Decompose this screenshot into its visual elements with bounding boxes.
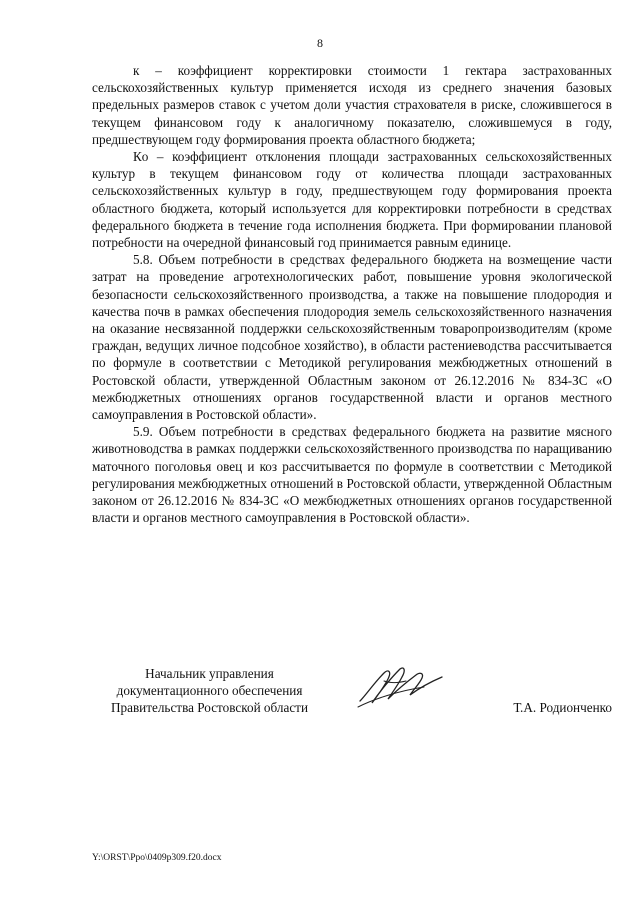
- signature-block: [92, 665, 612, 725]
- signatory-title: [92, 665, 327, 717]
- paragraph-k-coefficient: к – коэффициент корректировки стоимости 1 гектара застрахованных сельскохозяйственных культур применяется исходя из среднего значения базовых предельных размеров ставок с учетом доли участия страхователя в риске, сложившегося в текущем финансовом году к аналогичному показателю, сложившемуся в году, предшествующем году формирования проекта областного бюджета;: [92, 63, 612, 147]
- handwritten-signature: [354, 661, 446, 711]
- signatory-title-line-2: документационного обеспечения: [116, 683, 303, 699]
- document-body: [92, 62, 612, 526]
- page-number: 8: [317, 36, 323, 50]
- signatory-name: Т.А. Родионченко: [513, 700, 612, 715]
- signatory-title-line-3: Правительства Ростовской области: [110, 700, 309, 716]
- signatory-title-line-1: Начальник управления: [145, 666, 274, 681]
- file-path-footer: Y:\ORST\Ppo\0409p309.f20.docx: [92, 853, 222, 863]
- paragraph-5-9: 5.9. Объем потребности в средствах федерального бюджета на развитие мясного животноводства в рамках поддержки сельскохозяйственного производства по наращиванию маточного поголовья овец и коз рассчитывается по формуле в соответствии с Методикой регулирования межбюджетных отношений в Ростовской области, утвержденной Областным законом от 26.12.2016 № 834-ЗС «О межбюджетных отношениях органов государственной власти и органов местного самоуправления в Ростовской области».: [92, 424, 612, 526]
- paragraph-5-8: 5.8. Объем потребности в средствах федерального бюджета на возмещение части затрат на проведение агротехнологических работ, повышение уровня экологической безопасности сельскохозяйственного производства, а также на повышение плодородия и качества почв в рамках обеспечения плодородия земель сельскохозяйственного назначения на оказание несвязанной поддержки сельскохозяйственным товаропроизводителям (кроме граждан, ведущих личное подсобное хозяйство), в области растениеводства рассчитывается по формуле в соответствии с Методикой регулирования межбюджетных отношений в Ростовской области, утвержденной Областным законом от 26.12.2016 № 834-ЗС «О межбюджетных отношениях органов государственной власти и органов местного самоуправления в Ростовской области».: [92, 252, 612, 423]
- paragraph-ko-coefficient: Кo – коэффициент отклонения площади застрахованных сельскохозяйственных культур в текущем финансовом году от количества площади застрахованных сельскохозяйственных культур в году, предшествующем году формирования проекта областного бюджета, который используется для корректировки потребности в средствах федерального бюджета в течение года исполнения бюджета. При формировании плановой потребности на очередной финансовый год принимается равным единице.: [92, 149, 612, 251]
